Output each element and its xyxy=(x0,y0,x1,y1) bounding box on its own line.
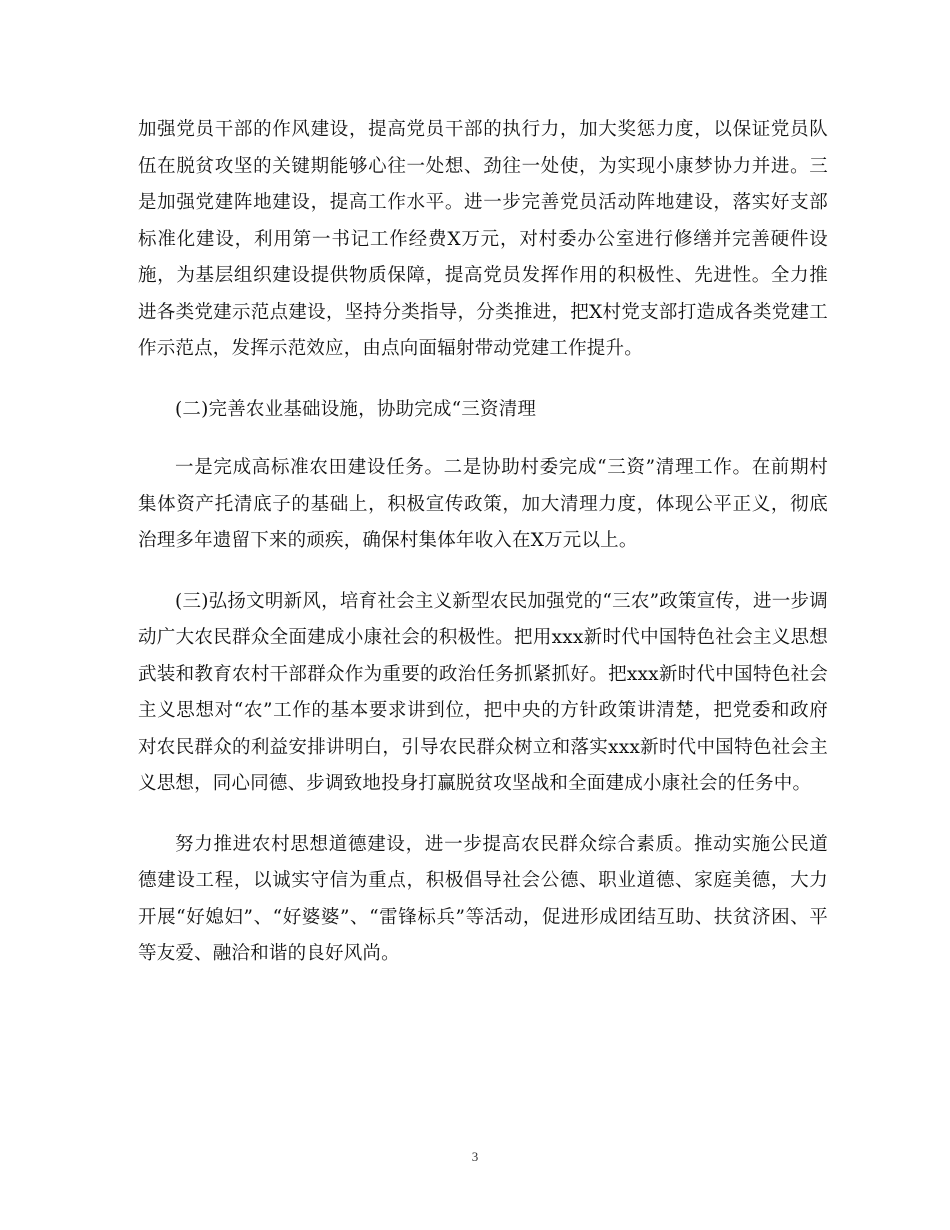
page-number: 3 xyxy=(471,1149,479,1164)
paragraph-farmland-assets: 一是完成高标准农田建设任务。二是协助村委完成“三资”清理工作。在前期村集体资产托清底子的基础上，积极宣传政策，加大清理力度，体现公平正义，彻底治理多年遗留下来的顽疾，确保村集体年收入在X万元以上。 xyxy=(138,457,828,551)
document-body xyxy=(138,112,828,973)
paragraph-moral-construction: 努力推进农村思想道德建设，进一步提高农民群众综合素质。推动实施公民道德建设工程，以诚实守信为重点，积极倡导社会公德、职业道德、家庭美德，大力开展“好媳妇”、“好婆婆”、“雷锋标兵”等活动，促进形成团结互助、扶贫济困、平等友爱、融洽和谐的良好风尚。 xyxy=(138,833,828,964)
heading-agriculture-infrastructure: (二)完善农业基础设施，协助完成“三资清理 xyxy=(175,398,537,420)
paragraph-party-building: 加强党员干部的作风建设，提高党员干部的执行力，加大奖惩力度，以保证党员队伍在脱贫攻坚的关键期能够心往一处想、劲往一处使，为实现小康梦协力并进。三是加强党建阵地建设，提高工作水平。进一步完善党员活动阵地建设，落实好支部标准化建设，利用第一书记工作经费X万元，对村委办公室进行修缮并完善硬件设施，为基层组织建设提供物质保障，提高党员发挥作用的积极性、先进性。全力推进各类党建示范点建设，坚持分类指导，分类推进，把X村党支部打造成各类党建工作示范点，发挥示范效应，由点向面辐射带动党建工作提升。 xyxy=(138,119,828,359)
paragraph-civilization-policy: (三)弘扬文明新风，培育社会主义新型农民加强党的“三农”政策宣传，进一步调动广大农民群众全面建成小康社会的积极性。把用xxx新时代中国特色社会主义思想武装和教育农村干部群众作为重要的政治任务抓紧抓好。把xxx新时代中国特色社会主义思想对“农”工作的基本要求讲到位，把中央的方针政策讲清楚，把党委和政府对农民群众的利益安排讲明白，引导农民群众树立和落实xxx新时代中国特色社会主义思想，同心同德、步调致地投身打赢脱贫攻坚战和全面建成小康社会的任务中。 xyxy=(138,590,828,794)
